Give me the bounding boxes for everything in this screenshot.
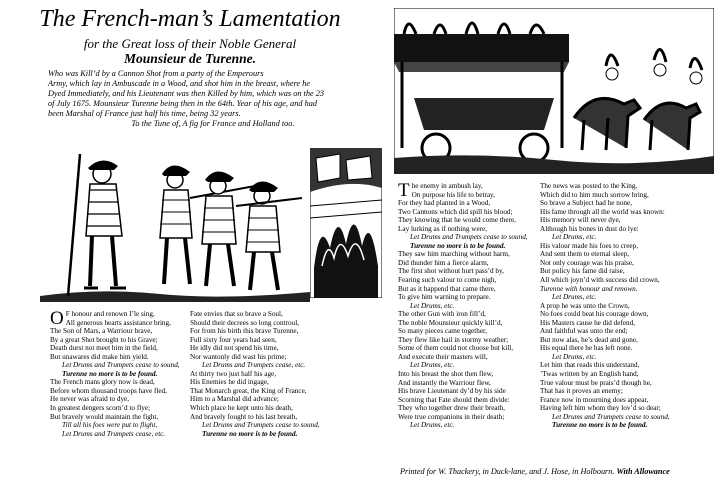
refrain-line: Turenne no more is to be found. [552,421,648,430]
verse-line: F honour and renown I’le sing, [65,310,155,318]
verse-line: So many pieces came together, [398,327,487,336]
verse-line: Lay lurking as if nothing were, [398,224,488,233]
verse-line: Him to a Marshal did advance; [190,395,279,404]
verse-line: Fearing such valour to come nigh, [398,276,497,285]
verse-line: For from his birth this brave Turenne, [190,327,299,336]
verse-line: The other Gun with iron fill’d, [398,310,486,319]
verse-line: His fame through all the world was known: [540,207,665,216]
verse-column-4 [540,182,720,430]
verse-line: France now in mourning does appear, [540,395,649,404]
verse-line: To give him warning to prepare. [398,293,491,302]
refrain-line: Turenne no more is to be found. [62,369,158,378]
verse-line: The news was posted to the King, [540,182,638,190]
refrain-line: Turenne no more is to be found. [202,429,298,438]
verse-line: And faithful was unto the end; [540,327,628,336]
verse-line: His Enemies he did ingage, [190,378,269,387]
verse-line: And instantly the Warriour flew, [398,378,491,387]
verse-line: Did thunder him a fierce alarm, [398,258,489,267]
verse-line: All which joyn’d with success did crown, [540,276,660,285]
refrain-line: Let Drums and Trumpets cease to sound, [552,412,670,421]
verse-line: True valour must be prais’d though he, [540,378,652,387]
verse-line: Not only courage was his praise, [540,258,634,267]
verse-line: Before whom thousand troops have fled, [50,386,167,395]
verse-line: Nor wantonly did wast his prime; [190,352,287,361]
verse-line: But now alas, he’s dead and gone, [540,335,638,344]
description-line: of July 1675. Mounsieur Turenne being then in the 64th. Year of his age, and had [48,99,318,108]
verse-line: he enemy in ambush lay, [411,182,483,190]
allowance-text: With Allowance [616,467,670,476]
verse-line: A prop he was unto the Crown, [540,301,630,310]
verse-line: His Masters cause he did defend, [540,318,636,327]
verse-line: Turenne with honour and renown. [540,284,638,293]
refrain-line: Let Drums and Trumpets cease, etc. [202,361,306,370]
verse-line: But bravely would maintain the fight, [50,412,159,421]
battle-fire-woodcut [310,148,382,298]
verse-line: ’Twas written by an English hand, [540,370,639,379]
dropcap-letter: T [398,180,410,201]
verse-line: Having left him whom they lov’d so dear; [540,404,661,413]
verse-line: That Monarch great, the King of France, [190,386,307,395]
verse-line: He idly did not spend his time, [190,344,279,353]
general-name: Mounsieur de Turenne. [124,51,256,66]
verse-column-3 [398,182,538,430]
verse-line: But unawares did make him yield. [50,352,149,361]
verse-line: Were true companions in their death; [398,412,505,421]
soldiers-woodcut [40,146,310,302]
verse-line: Full sixty four years had seen, [190,335,277,344]
verse-line: But as it happend that came there, [398,284,496,293]
verse-line: His brave Lieutenant dy’d by his side [398,387,506,396]
verse-line: And execute their masters will, [398,352,488,361]
description-line: Dyed Immediately, and his Lieutenant was then Killed by him, which was on the 23 [48,89,325,98]
verse-line: That has it proves an enemy; [540,387,623,396]
verse-line: The French mans glory now is dead, [50,378,155,387]
refrain-line: Let Drums, etc. [552,233,597,242]
verse-line: He never was afraid to dye, [50,395,130,404]
refrain-line: Let Drums, etc. [552,293,597,302]
verse-line: And bravely fought to his last breath, [190,412,298,421]
refrain-line: Let Drums, etc. [410,361,455,370]
verse-line: By a great Shot brought to his Grave; [50,335,158,344]
verse-line: Should their decrees so long controul, [190,318,299,327]
refrain-line: Let Drums and Trumpets cease, etc. [62,429,166,438]
verse-line: The noble Mounsieur quickly kill’d, [398,318,503,327]
verse-line: The Son of Mars, a Warriour brave, [50,327,153,336]
verse-line: So brave a Subject had he none, [540,199,633,208]
verse-line: They who together drew their breath, [398,404,505,413]
refrain-line: Let Drums, etc. [410,301,455,310]
description-line: Army, which lay in Ambuscade in a Wood, and shot him in the breast, where he [48,79,311,88]
verse-line: But policy his fame did raise, [540,267,625,276]
ballad-subtitle: for the Great loss of their Noble General [83,36,297,51]
verse-line: His valour made his foes to creep, [540,241,638,250]
verse-column-1 [50,310,185,438]
verse-line: His memory will never dye, [540,216,621,225]
verse-line: Scorning that Fate should them divide: [398,395,510,404]
description-line: been Marshal of France just half his time, being 32 years. [48,109,241,118]
refrain-line: Let Drums and Trumpets cease to sound, [202,421,320,430]
verse-line: In greatest dengers scorn’d to flye; [50,404,150,413]
verse-line: The first shot without hurt pass’d by, [398,267,504,276]
refrain-line: Let Drums, etc. [410,421,455,430]
ballad-title: The French-man’s Lamentation [39,6,341,32]
funeral-procession-woodcut [394,8,714,174]
verse-line: His equal there he has left none. [540,344,633,353]
verse-line: For they had planted in a Wood, [398,199,491,208]
ballad-description [48,69,378,129]
verse-line: Let him that reads this understand, [540,361,640,370]
dropcap-letter: O [50,308,64,329]
verse-line: On purpose his life to betray, [411,190,495,199]
printer-imprint [400,467,670,476]
refrain-line: Turenne no more is to be found. [410,241,506,250]
refrain-line: Till all his foes were put to flight, [62,421,158,430]
verse-line: Some of them could not choose but kill, [398,344,513,353]
verse-line: Two Cannons which did spill his blood; [398,207,513,216]
verse-line: Into his breast the shot then flew, [398,370,494,379]
verse-line: They flew like hail in stormy weather; [398,335,509,344]
verse-line: Fate envies that so brave a Soul, [190,310,283,318]
verse-line: At thirty two just half his age, [190,369,277,378]
imprint-text: Printed for W. Thackery, in Duck-lane, and J. Hose, in Holbourn. [400,467,615,476]
description-line: Who was Kill’d by a Cannon Shot from a party of the Emperours [48,69,264,78]
refrain-line: Let Drums and Trumpets cease to sound, [410,233,528,242]
verse-line: All generous hearts assistance bring, [65,318,171,327]
refrain-line: Let Drums, etc. [552,352,597,361]
verse-line: Which place he kept unto his death, [190,404,293,413]
verse-line: Although his bones in dust do lye: [540,224,639,233]
verse-line: Death durst not meet him in the field, [50,344,158,353]
verse-column-2 [190,310,375,438]
verse-line: Which did to him much sorrow bring, [540,190,649,199]
verse-line: And sent them to eternal sleep, [540,250,630,259]
tune-line: To the Tune of, A fig for France and Holland too. [131,119,295,128]
refrain-line: Let Drums and Trumpets cease to sound, [62,361,180,370]
verse-line: No foes could beat his courage down, [540,310,649,319]
verse-line: They saw him marching without harm, [398,250,510,259]
verse-line: They knowing that he would come there, [398,216,516,225]
